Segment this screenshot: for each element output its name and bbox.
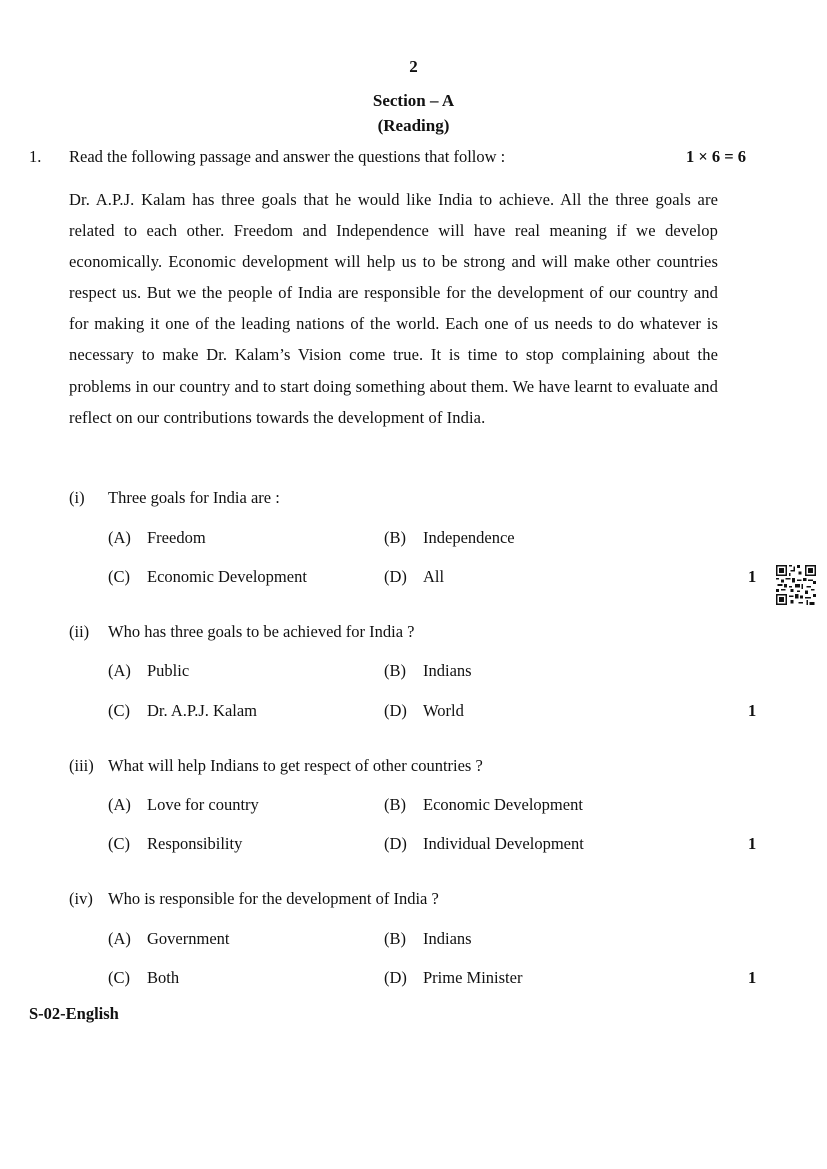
option-text: Economic Development [147,567,307,586]
option-letter: (B) [384,528,406,547]
option-letter: (D) [384,701,407,720]
option-text: Both [147,968,180,987]
sub-question-text: What will help Indians to get respect of other countries ? [108,756,483,775]
option-text: Public [147,661,190,680]
question-marks-scheme: 1 × 6 = 6 [686,147,747,166]
sub-question-number: (iii) [69,756,94,775]
option-text: Prime Minister [423,968,523,987]
sub-question-number: (ii) [69,622,90,641]
option-text: Love for country [147,795,259,814]
option-letter: (A) [108,795,131,814]
option-letter: (D) [384,968,407,987]
option-text: Responsibility [147,834,243,853]
section-title: Section – A [372,91,455,110]
option-text: Economic Development [423,795,583,814]
sub-question-marks: 1 [748,968,757,987]
option-text: World [423,701,464,720]
sub-question-marks: 1 [748,567,757,586]
option-letter: (B) [384,795,406,814]
footer-code: S-02-English [29,1004,119,1023]
page-number: 2 [409,57,418,76]
option-text: Dr. A.P.J. Kalam [147,701,258,720]
sub-question-text: Three goals for India are : [108,488,280,507]
option-text: Freedom [147,528,206,547]
question-number: 1. [29,147,42,166]
question-instruction: Read the following passage and answer the questions that follow : [69,147,506,166]
qr-code-icon [776,565,816,605]
option-letter: (D) [384,834,407,853]
reading-passage: Dr. A.P.J. Kalam has three goals that he would like India to achieve. All the three goals are related to each other. Freedom and Independence will have real meaning if we develop economically. Economic development will help us to be strong and will make other countries respect us. But we the people of India are responsible for the development of our country and for making it one of the leading nations of the world. Each one of us needs to do whatever is necessary to make Dr. Kalam’s Vision come true. It is time to stop complaining about the problems in our country and to start doing something about them. We have learnt to evaluate and reflect on our contributions towards the development of India. [69,190,718,427]
option-text: Individual Development [423,834,584,853]
sub-question-marks: 1 [748,701,757,720]
option-letter: (A) [108,929,131,948]
option-text: Independence [423,528,515,547]
option-letter: (C) [108,567,130,586]
option-text: Government [147,929,230,948]
sub-question-number: (i) [69,488,85,507]
section-subtitle: (Reading) [377,116,450,135]
option-letter: (D) [384,567,407,586]
option-letter: (B) [384,929,406,948]
option-letter: (A) [108,528,131,547]
option-letter: (A) [108,661,131,680]
option-text: Indians [423,929,472,948]
option-letter: (C) [108,701,130,720]
option-text: Indians [423,661,472,680]
option-letter: (C) [108,968,130,987]
sub-question-text: Who is responsible for the development of India ? [108,889,439,908]
sub-question-marks: 1 [748,834,757,853]
sub-question-text: Who has three goals to be achieved for India ? [108,622,415,641]
sub-question-number: (iv) [69,889,93,908]
option-letter: (C) [108,834,130,853]
option-text: All [423,567,445,586]
option-letter: (B) [384,661,406,680]
